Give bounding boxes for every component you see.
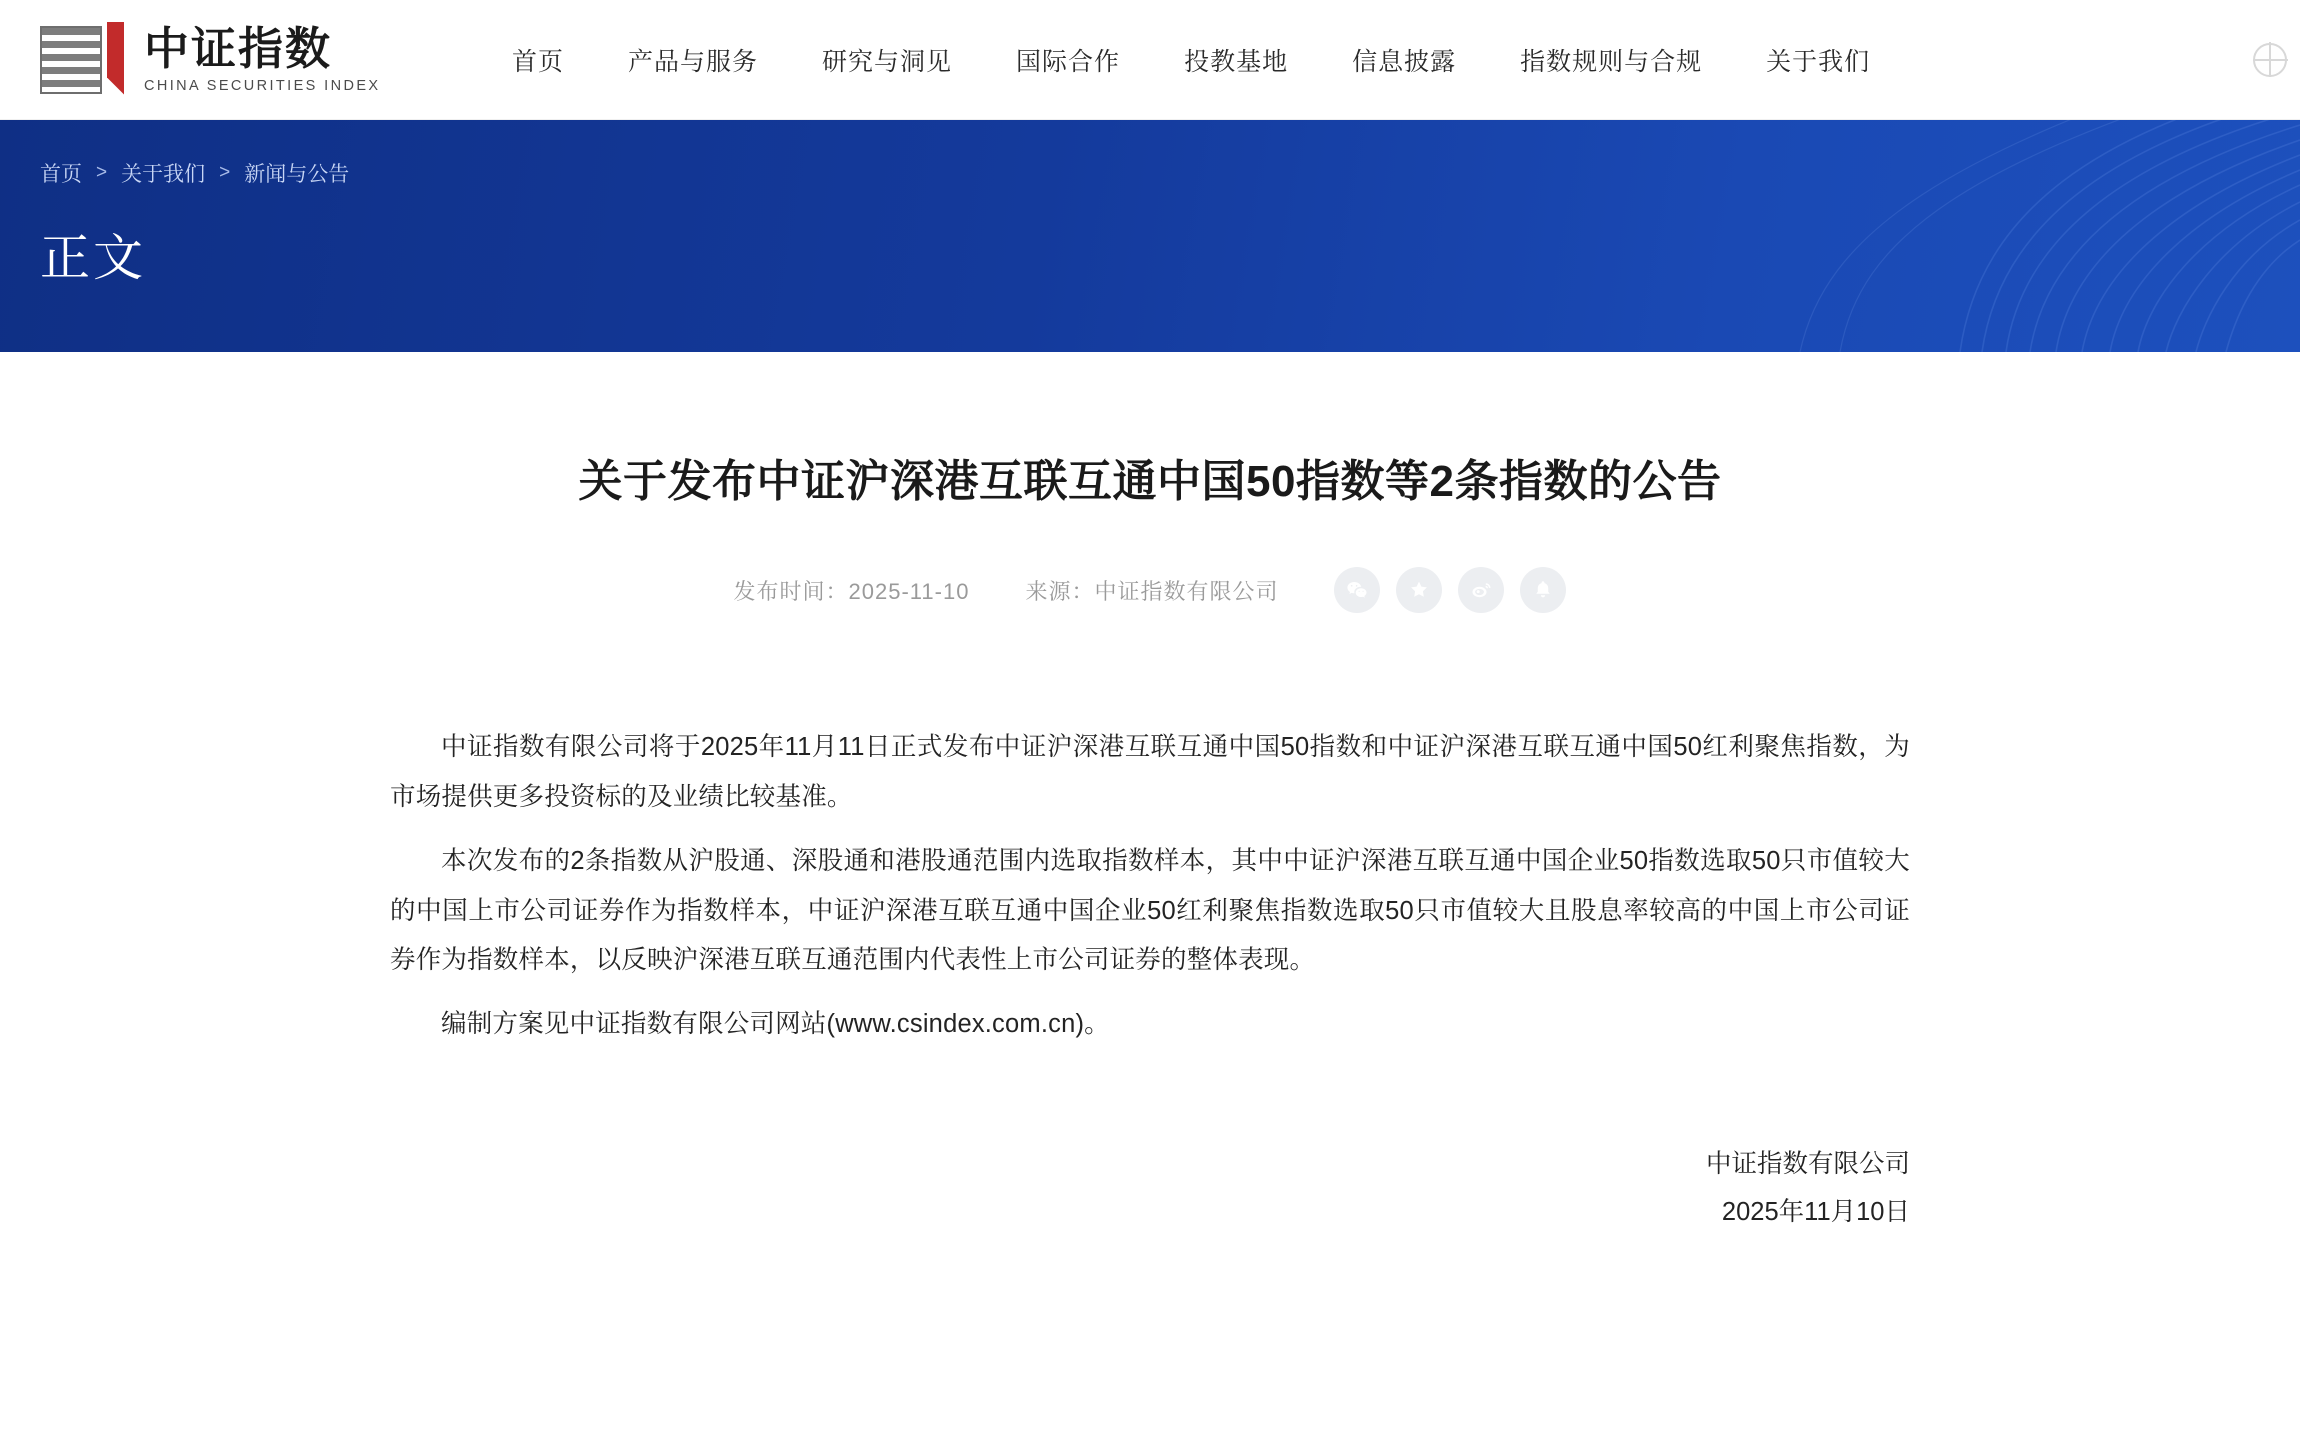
- nav-item-disclosure[interactable]: 信息披露: [1352, 47, 1457, 76]
- article-body: [350, 723, 1950, 1049]
- nav-item-education[interactable]: 投教基地: [1184, 47, 1289, 76]
- signature-date: 2025年11月10日: [1721, 1198, 1910, 1227]
- breadcrumb-item-home[interactable]: 首页: [40, 163, 82, 186]
- breadcrumb: [40, 158, 2300, 188]
- nav-item-home[interactable]: 首页: [512, 47, 565, 76]
- source-label: 来源：: [1025, 578, 1095, 604]
- page-banner: [0, 120, 2300, 352]
- nav-item-research[interactable]: 研究与洞见: [822, 47, 953, 76]
- breadcrumb-item-about[interactable]: 关于我们: [121, 163, 206, 186]
- article-source: [1025, 575, 1278, 606]
- page-title: 正文: [40, 230, 146, 286]
- share-buttons: [1334, 567, 1566, 613]
- wechat-share-icon[interactable]: [1334, 567, 1380, 613]
- logo-red-bar: [107, 22, 124, 78]
- source-value: 中证指数有限公司: [1094, 578, 1279, 604]
- article-paragraph: 中证指数有限公司将于2025年11月11日正式发布中证沪深港互联互通中国50指数和中证沪深港互联互通中国50红利聚焦指数，为市场提供更多投资标的及业绩比较基准。: [390, 733, 1910, 812]
- site-logo[interactable]: [40, 22, 460, 98]
- language-switcher[interactable]: [2240, 43, 2300, 77]
- nav-item-rules[interactable]: 指数规则与合规: [1520, 47, 1703, 76]
- csindex-logo-icon: [40, 22, 128, 98]
- publish-time: [734, 575, 970, 606]
- bell-share-icon[interactable]: [1520, 567, 1566, 613]
- article-paragraph: 本次发布的2条指数从沪股通、深股通和港股通范围内选取指数样本，其中中证沪深港互联互通中国企业50指数选取50只市值较大的中国上市公司证券作为指数样本，中证沪深港互联互通中国企业50红利聚焦指数选取50只市值较大且股息率较高的中国上市公司证券作为指数样本，以反映沪深港互联互通范围内代表性上市公司证券的整体表现。: [390, 846, 1910, 975]
- logo-bars: [40, 26, 102, 94]
- logo-title-en: CHINA SECURITIES INDEX: [144, 77, 381, 94]
- favorite-share-icon[interactable]: [1396, 567, 1442, 613]
- publish-time-value: 2025-11-10: [848, 578, 970, 604]
- nav-item-about[interactable]: 关于我们: [1766, 47, 1871, 76]
- article-paragraph: 编制方案见中证指数有限公司网站(www.csindex.com.cn)。: [441, 1009, 1110, 1038]
- article-meta: [350, 567, 1950, 613]
- publish-time-label: 发布时间：: [733, 578, 849, 604]
- nav-item-international[interactable]: 国际合作: [1016, 47, 1121, 76]
- article-signature: [350, 1140, 1950, 1237]
- article-title: 关于发布中证沪深港互联互通中国50指数等2条指数的公告: [578, 457, 1722, 506]
- site-header: [0, 0, 2300, 120]
- nav-item-products[interactable]: 产品与服务: [628, 47, 759, 76]
- breadcrumb-separator: >: [219, 162, 231, 183]
- page-bottom-spacer: [350, 1237, 1950, 1297]
- logo-red-foot: [107, 78, 124, 95]
- logo-text: [142, 25, 381, 93]
- main-nav: [460, 42, 2240, 78]
- signature-company: 中证指数有限公司: [1705, 1149, 1910, 1178]
- globe-icon[interactable]: [2253, 43, 2287, 77]
- article-container: [350, 352, 1950, 1297]
- weibo-share-icon[interactable]: [1458, 567, 1504, 613]
- breadcrumb-separator: >: [96, 162, 108, 183]
- logo-title-cn: 中证指数: [144, 23, 333, 75]
- breadcrumb-item-news[interactable]: 新闻与公告: [244, 163, 350, 186]
